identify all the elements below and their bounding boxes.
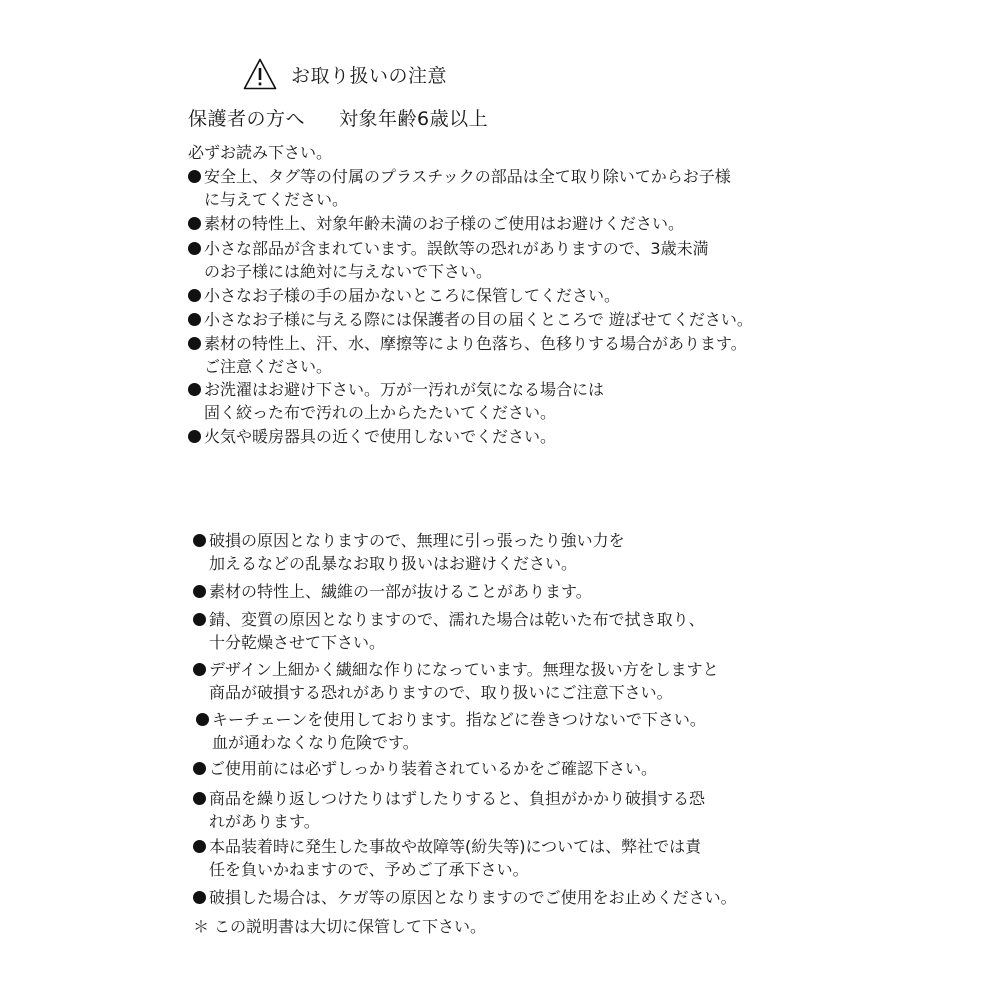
- caution-item: [188, 332, 747, 378]
- caution-text-continued: 商品が破損する恐れがありますので、取り扱いにご注意下さい。: [209, 683, 673, 702]
- caution-item: [188, 284, 620, 307]
- caution-text: キーチェーンを使用しております。指などに巻きつけないで下さい。: [212, 710, 706, 729]
- warning-triangle-icon: [243, 58, 277, 90]
- caution-item: [196, 708, 706, 754]
- caution-text: 破損の原因となりますので、無理に引っ張ったり強い力を: [209, 531, 625, 550]
- caution-text: デザイン上細かく繊細な作りになっています。無理な扱い方をしますと: [209, 660, 719, 679]
- bullet-icon: [193, 792, 206, 805]
- caution-text-continued: に与えてください。: [204, 190, 349, 209]
- caution-text: 素材の特性上、繊維の一部が抜けることがあります。: [209, 582, 592, 601]
- guardian-label: 保護者の方へ: [188, 108, 306, 130]
- bullet-icon: [193, 613, 206, 626]
- caution-item: [193, 757, 657, 780]
- caution-text-continued: のお子様には絶対に与えないで下さい。: [204, 262, 493, 281]
- caution-text-continued: 固く絞った布で汚れの上からたたいてください。: [204, 403, 557, 422]
- caution-text-continued: 十分乾燥させて下さい。: [209, 633, 386, 652]
- bullet-icon: [188, 170, 201, 183]
- bullet-icon: [188, 337, 201, 350]
- caution-item: [188, 165, 731, 211]
- caution-item: [188, 425, 556, 448]
- caution-item: [193, 886, 737, 909]
- caution-text: 安全上、タグ等の付属のプラスチックの部品は全て取り除いてからお子様: [204, 167, 731, 186]
- caution-text: 火気や暖房器具の近くで使用しないでください。: [204, 427, 557, 446]
- caution-text: 破損した場合は、ケガ等の原因となりますのでご使用をお止めください。: [209, 888, 737, 907]
- footnote-text: この説明書は大切に保管して下さい。: [214, 917, 487, 936]
- bullet-icon: [193, 663, 206, 676]
- caution-text: 素材の特性上、汗、水、摩擦等により色落ち、色移りする場合があります。: [204, 334, 747, 353]
- asterisk-mark: ＊: [193, 917, 210, 936]
- caution-text-continued: 加えるなどの乱暴なお取り扱いはお避けください。: [209, 554, 578, 573]
- caution-text: 錆、変質の原因となりますので、濡れた場合は乾いた布で拭き取り、: [209, 610, 705, 629]
- caution-text: 小さな部品が含まれています。誤飲等の恐れがありますので、3歳未満: [204, 239, 709, 258]
- bullet-icon: [188, 313, 201, 326]
- bullet-icon: [188, 242, 201, 255]
- bullet-icon: [188, 430, 201, 443]
- caution-item: [193, 529, 625, 575]
- caution-text-continued: 血が通わなくなり危険です。: [212, 733, 419, 752]
- caution-text: 本品装着時に発生した事故や故障等(紛失等)については、弊社では責: [209, 837, 702, 856]
- bullet-icon: [193, 585, 206, 598]
- caution-text-continued: ご注意ください。: [204, 357, 333, 376]
- caution-item: [188, 308, 753, 331]
- caution-item: [193, 580, 592, 603]
- title-row: [243, 56, 447, 92]
- caution-item: [193, 658, 719, 704]
- bullet-icon: [193, 840, 206, 853]
- caution-item: [193, 787, 705, 833]
- guardian-row: [188, 104, 488, 131]
- caution-item: [188, 378, 604, 424]
- caution-text: 小さなお子様の手の届かないところに保管してください。: [204, 286, 621, 305]
- caution-text: 小さなお子様に与える際には保護者の目の届くところで 遊ばせてください。: [204, 310, 753, 329]
- caution-text: 素材の特性上、対象年齢未満のお子様のご使用はお避けください。: [204, 214, 685, 233]
- must-read-notice: 必ずお読み下さい。: [188, 143, 333, 162]
- caution-text-continued: れがあります。: [209, 812, 320, 831]
- bullet-icon: [188, 217, 201, 230]
- caution-item: [193, 608, 705, 654]
- caution-text: お洗濯はお避け下さい。万が一汚れが気になる場合には: [204, 380, 605, 399]
- footnote: [193, 915, 486, 938]
- bullet-icon: [196, 713, 209, 726]
- bullet-icon: [193, 891, 206, 904]
- caution-text: 商品を繰り返しつけたりはずしたりすると、負担がかかり破損する恐: [209, 789, 706, 808]
- caution-text-continued: 任を負いかねますので、予めご了承下さい。: [209, 860, 529, 879]
- bullet-icon: [193, 762, 206, 775]
- caution-item: [188, 237, 709, 283]
- bullet-icon: [193, 534, 206, 547]
- caution-text: ご使用前には必ずしっかり装着されているかをご確認下さい。: [209, 759, 658, 778]
- caution-item: [193, 835, 701, 881]
- bullet-icon: [188, 289, 201, 302]
- page-title: お取り扱いの注意: [291, 64, 448, 87]
- caution-item: [188, 212, 684, 235]
- bullet-icon: [188, 383, 201, 396]
- target-age-label: 対象年齢6歳以上: [339, 108, 489, 130]
